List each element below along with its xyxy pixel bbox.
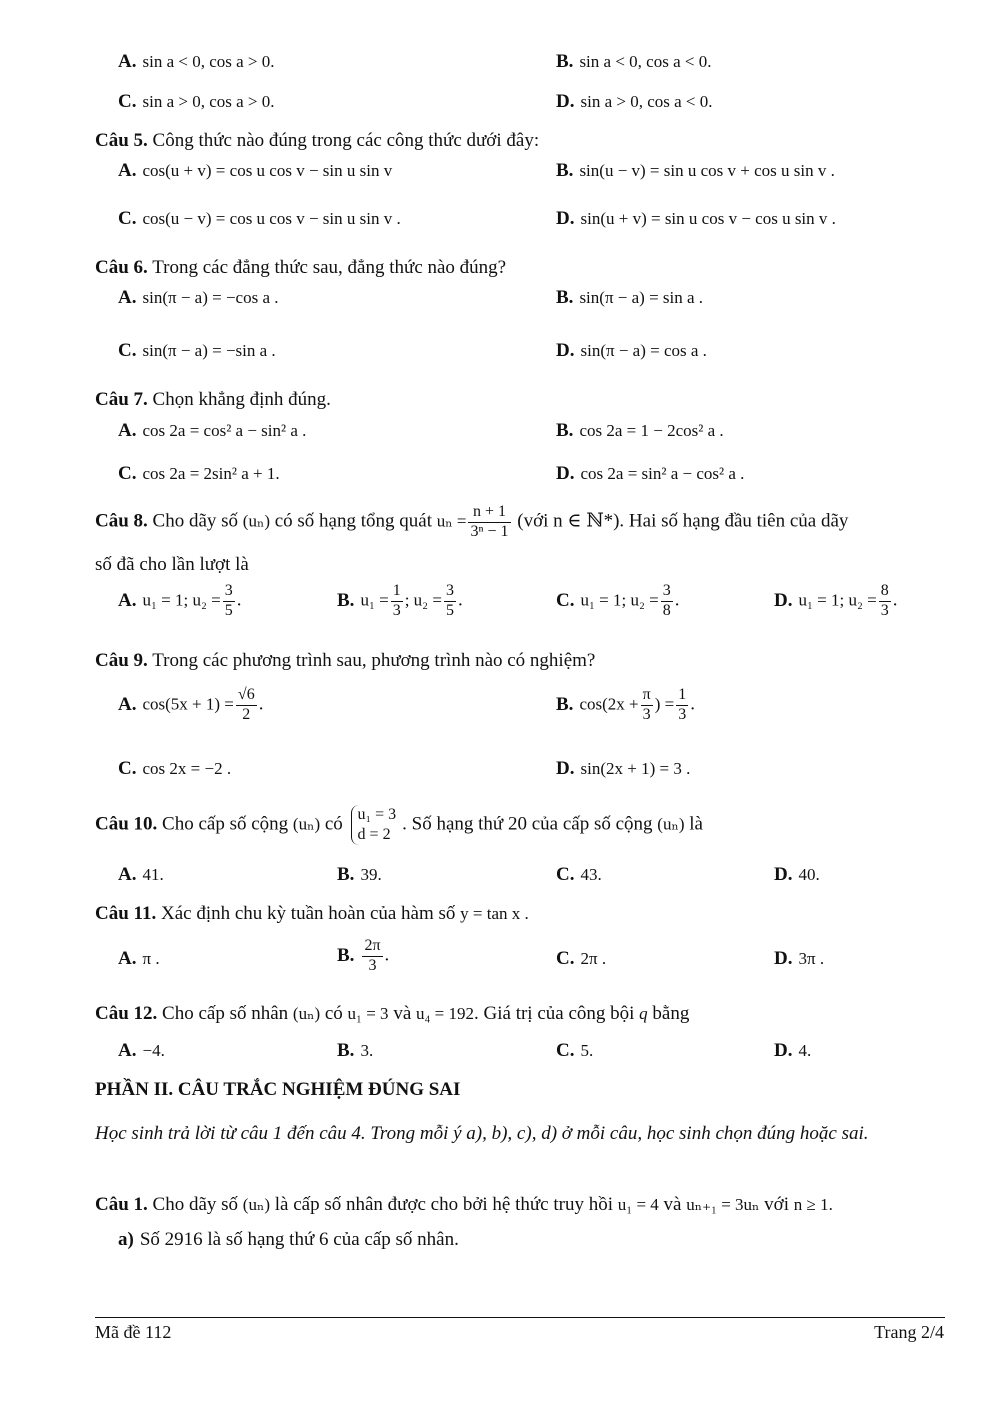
option-text: cos 2a = 1 − 2cos² a . (579, 421, 724, 440)
denominator: 3 (368, 956, 377, 974)
option-text: ) = (654, 694, 675, 714)
fraction (223, 583, 235, 620)
q10-option-a[interactable] (118, 864, 164, 887)
condition: u₁ = 4 (617, 1195, 659, 1214)
option-label: B. (556, 160, 574, 181)
question-7 (95, 389, 331, 412)
q4-option-c[interactable] (118, 91, 275, 114)
q12-option-a[interactable] (118, 1040, 165, 1063)
option-text: −4. (142, 1041, 165, 1060)
option-text: cos 2a = 2sin² a + 1. (142, 464, 280, 483)
q10-option-c[interactable] (556, 864, 602, 887)
sequence-symbol: (uₙ) (292, 1004, 321, 1023)
sequence-symbol: (uₙ) (657, 814, 685, 834)
q8-option-a[interactable]: A. u₁ = 1; u₂ = $\frac{3}{5}$ . (118, 582, 242, 619)
option-label: B. (556, 693, 574, 715)
option-label: B. (556, 420, 574, 441)
option-label: A. (118, 864, 137, 885)
option-text: sin(2x + 1) = 3 . (580, 759, 691, 778)
q12-option-c[interactable] (556, 1040, 593, 1063)
q7-option-b[interactable] (556, 420, 724, 443)
q10-option-b[interactable] (337, 864, 382, 887)
question-label: Câu 6. (95, 257, 148, 278)
denominator: 3 (678, 705, 687, 723)
numerator: 3 (444, 583, 456, 602)
q6-option-a[interactable] (118, 287, 279, 310)
numerator: √6 (236, 687, 257, 706)
option-label: C. (556, 864, 575, 885)
option-label: B. (337, 589, 355, 611)
denominator: 3 (392, 601, 401, 619)
sequence-symbol: (uₙ) (242, 511, 270, 531)
fraction (661, 583, 673, 620)
q8-option-c[interactable]: C. u₁ = 1; u₂ = $\frac{3}{8}$ . (556, 582, 680, 619)
q12-option-b[interactable] (337, 1040, 373, 1063)
question-label: Câu 5. (95, 130, 148, 151)
option-label: A. (118, 948, 137, 969)
question-text: là (689, 813, 703, 835)
question-9 (95, 650, 595, 673)
q4-option-b[interactable] (556, 51, 711, 74)
numerator: 1 (676, 687, 688, 706)
option-label: A. (118, 160, 137, 181)
question-text: Cho cấp số cộng (162, 813, 289, 835)
option-label: D. (774, 864, 793, 885)
option-label: B. (337, 1040, 355, 1061)
numerator: 2π (362, 938, 382, 957)
option-text: 41. (142, 865, 164, 884)
q9-option-d[interactable] (556, 758, 690, 781)
question-6 (95, 257, 506, 280)
option-text: sin(u + v) = sin u cos v − cos u sin v . (580, 209, 836, 228)
option-label: A. (118, 420, 137, 441)
option-label: D. (556, 208, 575, 229)
option-text: cos(u − v) = cos u cos v − sin u sin v . (142, 209, 401, 228)
q11-option-d[interactable] (774, 948, 824, 971)
footer-divider (95, 1317, 945, 1318)
q12-option-d[interactable] (774, 1040, 811, 1063)
footer-exam-code: Mã đề 112 (95, 1322, 172, 1342)
option-label: B. (337, 864, 355, 885)
condition: n ≥ 1. (793, 1195, 833, 1214)
option-text: sin(π − a) = −cos a . (142, 288, 279, 307)
denominator: 5 (445, 601, 454, 619)
option-label: D. (556, 91, 575, 112)
question-8-cont (95, 554, 249, 577)
question-text: và (663, 1194, 682, 1215)
q6-option-c[interactable] (118, 340, 276, 363)
question-text: và (393, 1003, 412, 1024)
numerator: n + 1 (468, 504, 510, 523)
option-label: D. (774, 948, 793, 969)
option-label: D. (556, 758, 575, 779)
question-text: Xác định chu kỳ tuần hoàn của hàm số (161, 903, 456, 924)
question-11 (95, 903, 529, 926)
question-label: Câu 12. (95, 1003, 158, 1024)
option-label: C. (118, 758, 137, 779)
statement-text: Số 2916 là số hạng thứ 6 của cấp số nhân. (139, 1229, 459, 1250)
question-text: Trong các đẳng thức sau, đẳng thức nào đúng? (152, 257, 507, 278)
q10-option-d[interactable] (774, 864, 820, 887)
question-text: Cho dãy số (152, 1194, 239, 1215)
question-10 (95, 805, 703, 845)
option-label: D. (774, 1040, 793, 1061)
option-text: cos(u + v) = cos u cos v − sin u sin v (142, 161, 393, 180)
q7-option-d[interactable] (556, 463, 744, 486)
option-label: C. (118, 208, 137, 229)
section-instructions: Học sinh trả lời từ câu 1 đến câu 4. Trong mỗi ý a), b), c), d) ở mỗi câu, học sinh chọn đúng hoặc sai. (95, 1123, 869, 1144)
q11-option-a[interactable] (118, 948, 160, 971)
option-label: B. (556, 287, 574, 308)
q11-option-c[interactable] (556, 948, 606, 971)
q9-option-a[interactable]: A. cos(5x + 1) = $\frac{√6}{2}$ . (118, 686, 264, 723)
fraction (676, 687, 688, 724)
q8-option-b[interactable]: B. u₁ = $\frac{1}{3}$ ; u₂ = $\frac{3}{5}$ . (337, 582, 463, 619)
function-expression: y = tan x . (460, 904, 529, 923)
option-text: cos 2a = sin² a − cos² a . (580, 464, 745, 483)
option-text: 3. (360, 1041, 374, 1060)
q9-option-c[interactable] (118, 758, 231, 781)
fraction (391, 583, 403, 620)
numerator: 1 (391, 583, 403, 602)
question-text: có số hạng tổng quát (274, 510, 432, 532)
option-label: A. (118, 589, 137, 611)
option-label: D. (556, 340, 575, 361)
option-text: 40. (798, 865, 820, 884)
option-text: 2π . (580, 949, 607, 968)
condition: u₁ = 3 (347, 1004, 389, 1023)
option-text: ; u₂ = (404, 590, 442, 610)
denominator: 2 (242, 705, 251, 723)
question-text: số đã cho lần lượt là (95, 554, 249, 575)
option-text: 4. (798, 1041, 812, 1060)
q7-option-a[interactable] (118, 420, 306, 443)
q5-option-b[interactable] (556, 160, 835, 183)
question-text: Cho cấp số nhân (162, 1003, 289, 1024)
option-text: cos(2x + (579, 694, 639, 714)
condition-line: d = 2 (357, 826, 391, 843)
condition: u₄ = 192 (416, 1004, 475, 1023)
question-text: Cho dãy số (152, 510, 239, 532)
statement-label: a) (118, 1229, 134, 1250)
part2-q1-statement-a[interactable] (118, 1229, 459, 1252)
option-text: 3π . (798, 949, 825, 968)
option-text: sin(π − a) = cos a . (580, 341, 707, 360)
question-text: có (324, 813, 343, 835)
option-text: cos 2a = cos² a − sin² a . (142, 421, 307, 440)
option-label: D. (556, 463, 575, 484)
section-title: PHẦN II. CÂU TRẮC NGHIỆM ĐÚNG SAI (95, 1079, 461, 1100)
condition-system (351, 805, 400, 845)
option-text: 39. (360, 865, 382, 884)
question-text: Chọn khẳng định đúng. (152, 389, 331, 410)
question-text: . Số hạng thứ 20 của cấp số cộng (402, 813, 653, 835)
option-text: cos 2x = −2 . (142, 759, 232, 778)
q6-option-b[interactable] (556, 287, 703, 310)
option-label: C. (118, 91, 137, 112)
q7-option-c[interactable] (118, 463, 280, 486)
denominator: 8 (662, 601, 671, 619)
fraction (362, 938, 382, 975)
question-text: (với n ∈ ℕ*). Hai số hạng đầu tiên của dãy (517, 510, 849, 532)
option-text: sin a > 0, cos a < 0. (580, 92, 713, 111)
option-text: u₁ = 1; u₂ = (798, 590, 877, 610)
ratio-symbol: q (639, 1004, 648, 1023)
sequence-symbol: (uₙ) (292, 814, 321, 834)
q6-option-d[interactable] (556, 340, 707, 363)
question-label: Câu 11. (95, 903, 157, 924)
numerator: 3 (661, 583, 673, 602)
option-label: A. (118, 51, 137, 72)
option-label: B. (337, 944, 355, 966)
option-label: A. (118, 1040, 137, 1061)
option-label: A. (118, 693, 137, 715)
option-text: sin a > 0, cos a > 0. (142, 92, 275, 111)
q5-option-a[interactable] (118, 160, 392, 183)
question-text: với (764, 1194, 789, 1215)
q11-option-b[interactable]: B. $\frac{2\pi}{3}$ . (337, 937, 390, 974)
fraction (444, 583, 456, 620)
q8-option-d[interactable]: D. u₁ = 1; u₂ = $\frac{8}{3}$ . (774, 582, 898, 619)
question-text: bằng (652, 1003, 690, 1024)
fraction (641, 687, 653, 724)
option-label: D. (774, 589, 793, 611)
question-8 (95, 504, 848, 541)
numerator: 3 (223, 583, 235, 602)
question-label: Câu 7. (95, 389, 148, 410)
option-text: cos(5x + 1) = (142, 694, 234, 714)
footer-page-number: Trang 2/4 (874, 1322, 944, 1342)
option-label: A. (118, 287, 137, 308)
option-text: 43. (580, 865, 602, 884)
question-text: là cấp số nhân được cho bởi hệ thức truy hồi (274, 1194, 614, 1215)
question-label: Câu 8. (95, 510, 148, 532)
option-text: u₁ = 1; u₂ = (142, 590, 221, 610)
option-text: u₁ = (360, 590, 389, 610)
option-label: C. (556, 1040, 575, 1061)
option-label: C. (556, 589, 575, 611)
q4-option-d[interactable] (556, 91, 713, 114)
denominator: 3 (642, 705, 651, 723)
question-text: Công thức nào đúng trong các công thức dưới đây: (152, 130, 540, 151)
option-text: 5. (580, 1041, 594, 1060)
condition-line: u₁ = 3 (357, 806, 397, 823)
question-label: Câu 9. (95, 650, 148, 671)
fraction (879, 583, 891, 620)
part2-question-1 (95, 1194, 833, 1217)
question-text: có (324, 1003, 343, 1024)
question-12 (95, 1003, 689, 1026)
numerator: π (641, 687, 653, 706)
question-text: . Giá trị của công bội (474, 1003, 635, 1024)
option-text: sin a < 0, cos a > 0. (142, 52, 275, 71)
question-label: Câu 10. (95, 813, 158, 835)
option-text: u₁ = 1; u₂ = (580, 590, 659, 610)
general-term-fraction (468, 504, 510, 541)
option-label: C. (556, 948, 575, 969)
numerator: 8 (879, 583, 891, 602)
q4-option-a[interactable] (118, 51, 275, 74)
q5-option-c[interactable] (118, 208, 401, 231)
denominator: 3ⁿ − 1 (470, 522, 509, 540)
option-text: sin(π − a) = sin a . (579, 288, 704, 307)
option-label: C. (118, 463, 137, 484)
sequence-symbol: (uₙ) (242, 1195, 270, 1214)
question-text: Trong các phương trình sau, phương trình nào có nghiệm? (152, 650, 596, 671)
question-label: Câu 1. (95, 1194, 148, 1215)
fraction (236, 687, 257, 724)
formula-lhs: uₙ = (436, 511, 467, 531)
q9-option-b[interactable]: B. cos(2x + $\frac{\pi}{3}$ ) = $\frac{1}{3}$ . (556, 686, 695, 723)
denominator: 5 (224, 601, 233, 619)
option-text: sin(π − a) = −sin a . (142, 341, 276, 360)
q5-option-d[interactable] (556, 208, 836, 231)
question-5 (95, 130, 539, 153)
option-text: sin a < 0, cos a < 0. (579, 52, 712, 71)
option-label: B. (556, 51, 574, 72)
option-text: π . (142, 949, 160, 968)
option-text: sin(u − v) = sin u cos v + cos u sin v . (579, 161, 835, 180)
denominator: 3 (880, 601, 889, 619)
condition: uₙ₊₁ = 3uₙ (686, 1195, 760, 1214)
option-label: C. (118, 340, 137, 361)
